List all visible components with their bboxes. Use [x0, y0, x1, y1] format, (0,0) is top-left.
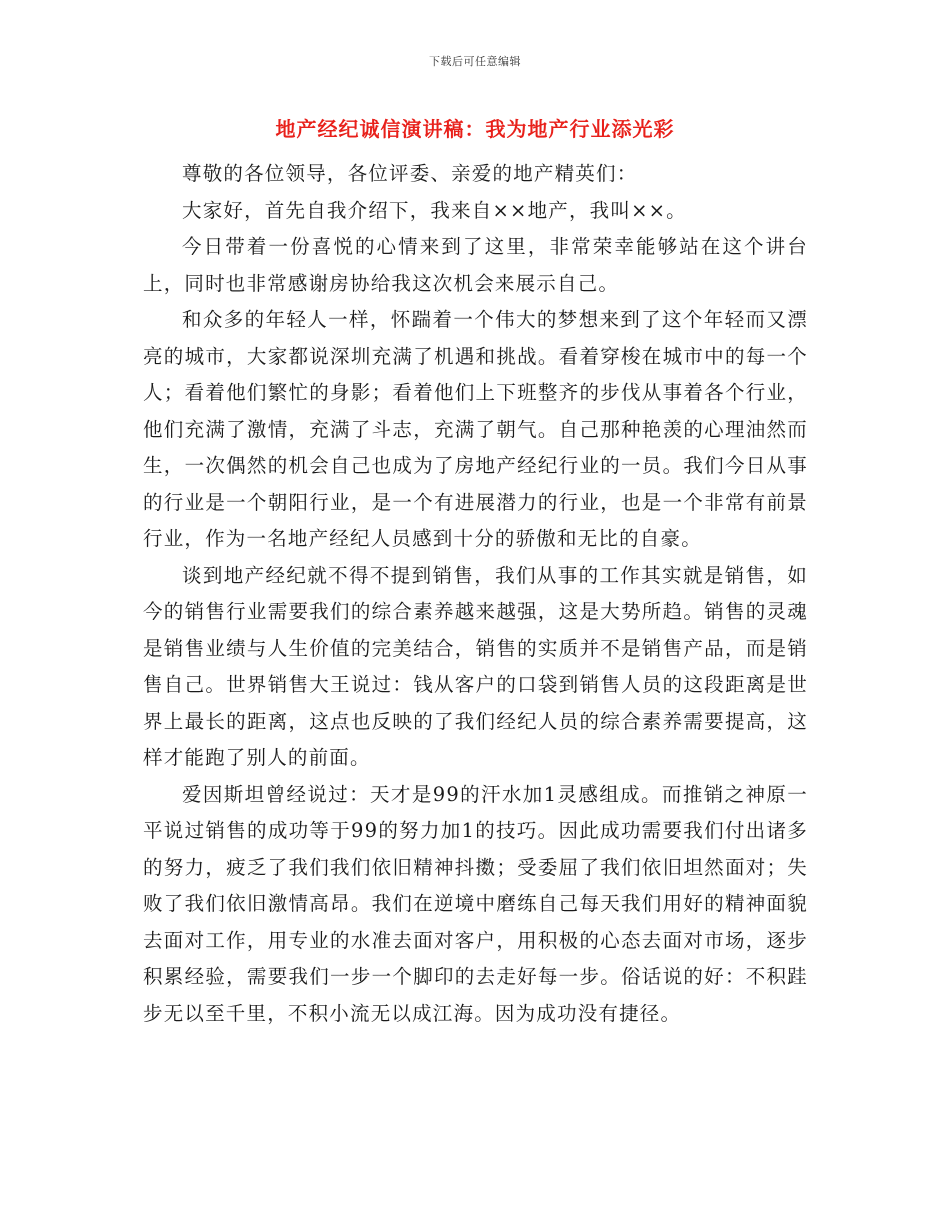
- header-note: 下载后可任意编辑: [429, 55, 521, 68]
- document-title: 地产经纪诚信演讲稿：我为地产行业添光彩: [275, 117, 675, 141]
- document-body: [143, 156, 808, 1032]
- paragraph-salutation: 尊敬的各位领导，各位评委、亲爱的地产精英们：: [182, 162, 638, 185]
- paragraph: 和众多的年轻人一样，怀踹着一个伟大的梦想来到了这个年轻而又漂亮的城市，大家都说深圳充满了机遇和挑战。看着穿梭在城市中的每一个人；看着他们繁忙的身影；看着他们上下班整齐的步伐从事着各个行业，他们充满了激情，充满了斗志，充满了朝气。自己那种艳羡的心理油然而生，一次偶然的机会自己也成为了房地产经纪行业的一员。我们今日从事的行业是一个朝阳行业，是一个有进展潜力的行业，也是一个非常有前景行业，作为一名地产经纪人员感到十分的骄傲和无比的自豪。: [143, 308, 808, 550]
- paragraph: 今日带着一份喜悦的心情来到了这里，非常荣幸能够站在这个讲台上，同时也非常感谢房协给我这次机会来展示自己。: [143, 235, 808, 295]
- paragraph: 爱因斯坦曾经说过：天才是99的汗水加1灵感组成。而推销之神原一平说过销售的成功等于99的努力加1的技巧。因此成功需要我们付出诸多的努力，疲乏了我们我们依旧精神抖擞；受委屈了我们依旧坦然面对；失败了我们依旧激情高昂。我们在逆境中磨练自己每天我们用好的精神面貌去面对工作，用专业的水准去面对客户，用积极的心态去面对市场，逐步积累经验，需要我们一步一个脚印的去走好每一步。俗话说的好：不积跬步无以至千里，不积小流无以成江海。因为成功没有捷径。: [143, 782, 808, 1025]
- paragraph: 谈到地产经纪就不得不提到销售，我们从事的工作其实就是销售，如今的销售行业需要我们的综合素养越来越强，这是大势所趋。销售的灵魂是销售业绩与人生价值的完美结合，销售的实质并不是销售产品，而是销售自己。世界销售大王说过：钱从客户的口袋到销售人员的这段距离是世界上最长的距离，这点也反映的了我们经纪人员的综合素养需要提高，这样才能跑了别人的前面。: [143, 563, 808, 769]
- paragraph-intro: 大家好，首先自我介绍下，我来自××地产，我叫××。: [182, 198, 687, 222]
